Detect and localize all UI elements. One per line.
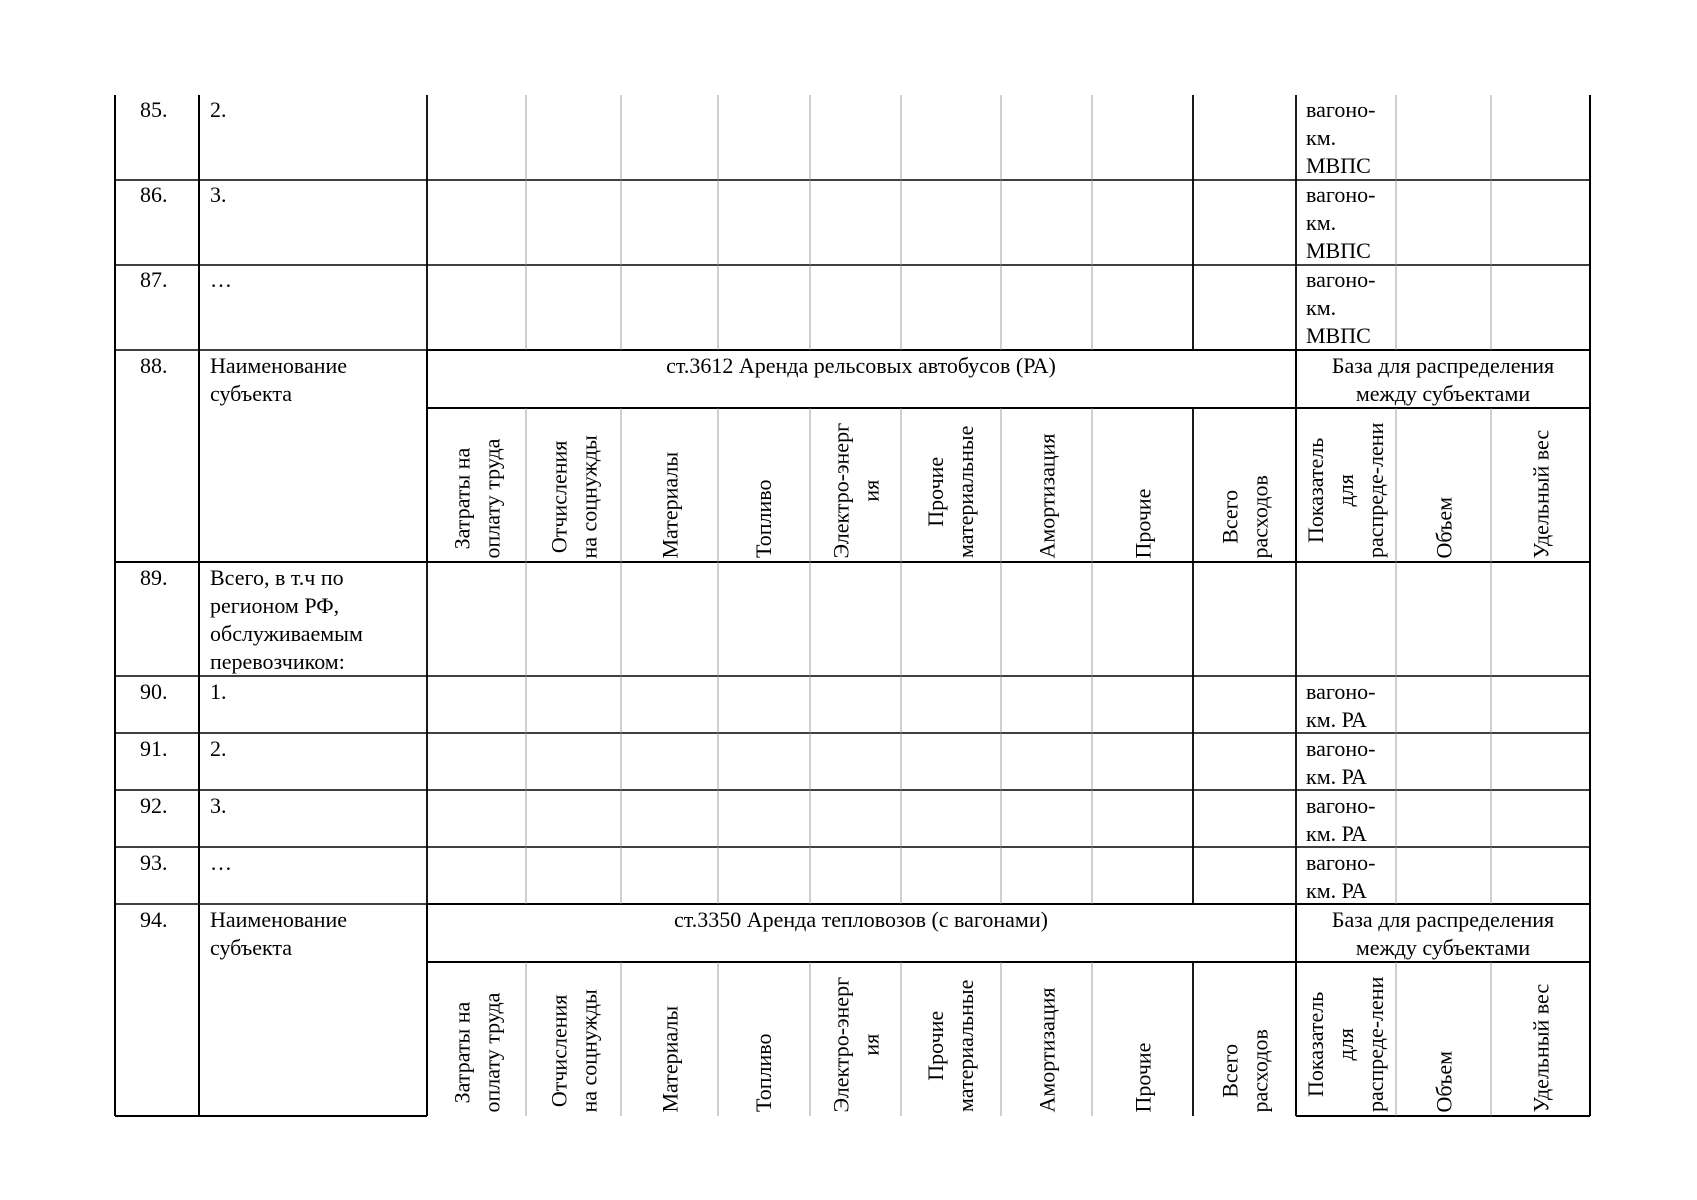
column-header: Отчисления на соцнужды bbox=[545, 988, 601, 1112]
column-header: Топливо bbox=[751, 1033, 776, 1112]
total-label: Всего, в т.ч по регионом РФ, обслуживаемым перевозчиком: bbox=[210, 565, 363, 674]
column-header: Электро-энерг ия bbox=[827, 422, 883, 558]
column-header: Электро-энерг ия bbox=[827, 976, 883, 1112]
base-header: База для распределения между субъектами bbox=[1331, 353, 1555, 406]
column-header: Амортизация bbox=[1033, 986, 1059, 1112]
row-number: 92. bbox=[140, 793, 168, 818]
column-header: Затраты на оплату труда bbox=[448, 438, 504, 558]
row-number: 88. bbox=[140, 353, 168, 378]
base-indicator: вагоно- км. РА bbox=[1306, 793, 1376, 846]
row-number: 94. bbox=[140, 907, 168, 932]
subject-name: 1. bbox=[210, 679, 227, 704]
row-number: 86. bbox=[140, 182, 168, 207]
subject-name: … bbox=[210, 850, 232, 875]
row-number: 93. bbox=[140, 850, 168, 875]
column-header: Объем bbox=[1430, 1050, 1456, 1112]
base-indicator: вагоно- км. РА bbox=[1306, 679, 1376, 732]
column-header: Топливо bbox=[751, 479, 776, 558]
column-header: Объем bbox=[1430, 496, 1456, 558]
base-indicator: вагоно- км. РА bbox=[1306, 736, 1376, 789]
subject-name-header: Наименование субъекта bbox=[210, 353, 348, 406]
base-indicator: вагоно- км. МВПС bbox=[1306, 267, 1376, 348]
section-title: ст.3350 Аренда тепловозов (с вагонами) bbox=[674, 907, 1048, 932]
row-number: 90. bbox=[140, 679, 168, 704]
column-header: Материалы bbox=[656, 451, 682, 558]
base-indicator: вагоно- км. МВПС bbox=[1306, 97, 1376, 178]
column-header: Прочие материальные bbox=[923, 979, 978, 1112]
base-indicator: вагоно- км. РА bbox=[1306, 850, 1376, 903]
column-header: Амортизация bbox=[1033, 432, 1059, 558]
base-header: База для распределения между субъектами bbox=[1331, 907, 1555, 960]
column-header: Удельный вес bbox=[1527, 983, 1553, 1112]
column-header: Показатель для распреде-лени bbox=[1303, 976, 1388, 1112]
base-indicator: вагоно- км. МВПС bbox=[1306, 182, 1376, 263]
column-header: Всего расходов bbox=[1216, 474, 1272, 558]
row-number: 91. bbox=[140, 736, 168, 761]
column-header: Отчисления на соцнужды bbox=[545, 434, 601, 558]
row-number: 87. bbox=[140, 267, 168, 292]
column-header: Материалы bbox=[656, 1005, 682, 1112]
subject-name: 3. bbox=[210, 793, 227, 818]
subject-name: 3. bbox=[210, 182, 227, 207]
column-header: Удельный вес bbox=[1527, 429, 1553, 558]
section-title: ст.3612 Аренда рельсовых автобусов (РА) bbox=[666, 353, 1056, 378]
row-number: 85. bbox=[140, 97, 168, 122]
subject-name: … bbox=[210, 267, 232, 292]
column-header: Показатель для распреде-лени bbox=[1303, 422, 1388, 558]
column-header: Прочие материальные bbox=[923, 425, 978, 558]
subject-name: 2. bbox=[210, 736, 227, 761]
column-header: Всего расходов bbox=[1216, 1028, 1272, 1112]
row-number: 89. bbox=[140, 565, 168, 590]
column-header: Прочие bbox=[1129, 1042, 1155, 1112]
column-header: Прочие bbox=[1129, 488, 1155, 558]
subject-name: 2. bbox=[210, 97, 227, 122]
subject-name-header: Наименование субъекта bbox=[210, 907, 348, 960]
column-header: Затраты на оплату труда bbox=[448, 992, 504, 1112]
